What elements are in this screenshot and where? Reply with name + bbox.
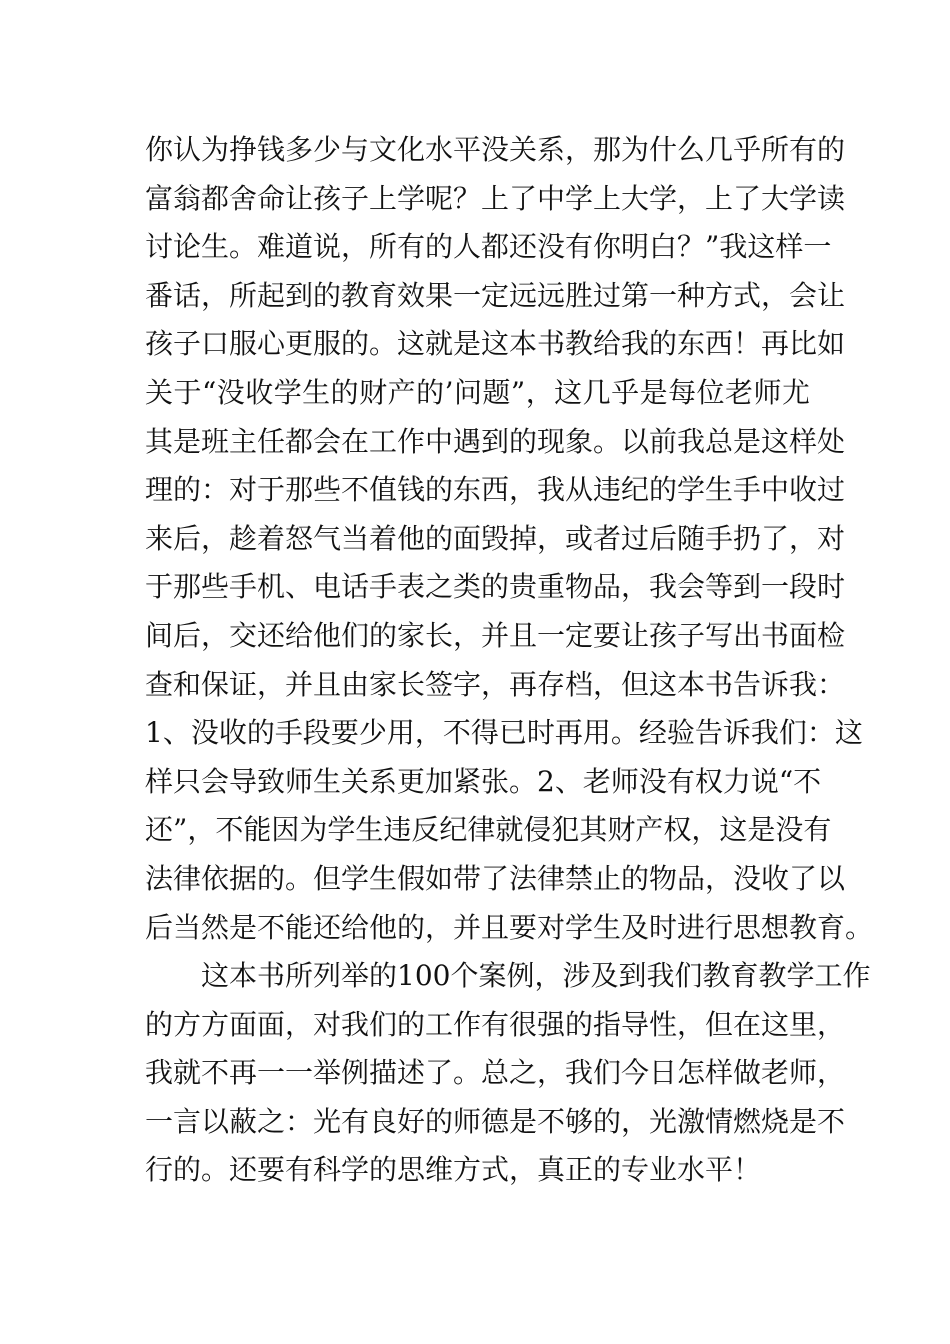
text-line: 的方方面面，对我们的工作有很强的指导性，但在这里，: [145, 1007, 846, 1041]
text-line: 样只会导致师生关系更加紧张。2、老师没有权力说“不: [145, 764, 822, 798]
text-line: 查和保证，并且由家长签字，再存档，但这本书告诉我：: [145, 667, 846, 701]
text-line: 1、没收的手段要少用，不得已时再用。经验告诉我们：这: [145, 716, 863, 750]
text-line: 还”，不能因为学生违反纪律就侵犯其财产权，这是没有: [145, 813, 832, 847]
text-line: 讨论生。难道说，所有的人都还没有你明白？”我这样一: [145, 230, 832, 264]
text-line: 富翁都舍命让孩子上学呢？上了中学上大学，上了大学读: [145, 181, 846, 215]
text-line: 你认为挣钱多少与文化水平没关系，那为什么几乎所有的: [145, 133, 846, 166]
document-body: [145, 126, 874, 1195]
text-line: 间后，交还给他们的家长，并且一定要让孩子写出书面检: [145, 618, 846, 652]
text-line: 理的：对于那些不值钱的东西，我从违纪的学生手中收过: [145, 473, 846, 507]
text-line: 番话，所起到的教育效果一定远远胜过第一种方式，会让: [145, 278, 846, 312]
text-line: 于那些手机、电话手表之类的贵重物品，我会等到一段时: [145, 570, 846, 604]
text-line: 关于“没收学生的财产的’问题”，这几乎是每位老师尤: [145, 375, 810, 409]
paragraph-last-line: 后当然是不能还给他的，并且要对学生及时进行思想教育。: [145, 910, 874, 944]
paragraph-first-line: 这本书所列举的100个案例，涉及到我们教育教学工作: [201, 959, 871, 993]
text-line: 其是班主任都会在工作中遇到的现象。以前我总是这样处: [145, 424, 846, 458]
paragraph-last-line: 行的。还要有科学的思维方式，真正的专业水平！: [145, 1153, 762, 1187]
text-line: 一言以蔽之：光有良好的师德是不够的，光激情燃烧是不: [145, 1104, 846, 1138]
text-line: 孩子口服心更服的。这就是这本书教给我的东西！再比如: [145, 327, 846, 361]
text-line: 我就不再一一举例描述了。总之，我们今日怎样做老师，: [145, 1056, 846, 1090]
text-line: 法律依据的。但学生假如带了法律禁止的物品，没收了以: [145, 861, 846, 895]
text-line: 来后，趁着怒气当着他的面毁掉，或者过后随手扔了，对: [145, 521, 846, 555]
